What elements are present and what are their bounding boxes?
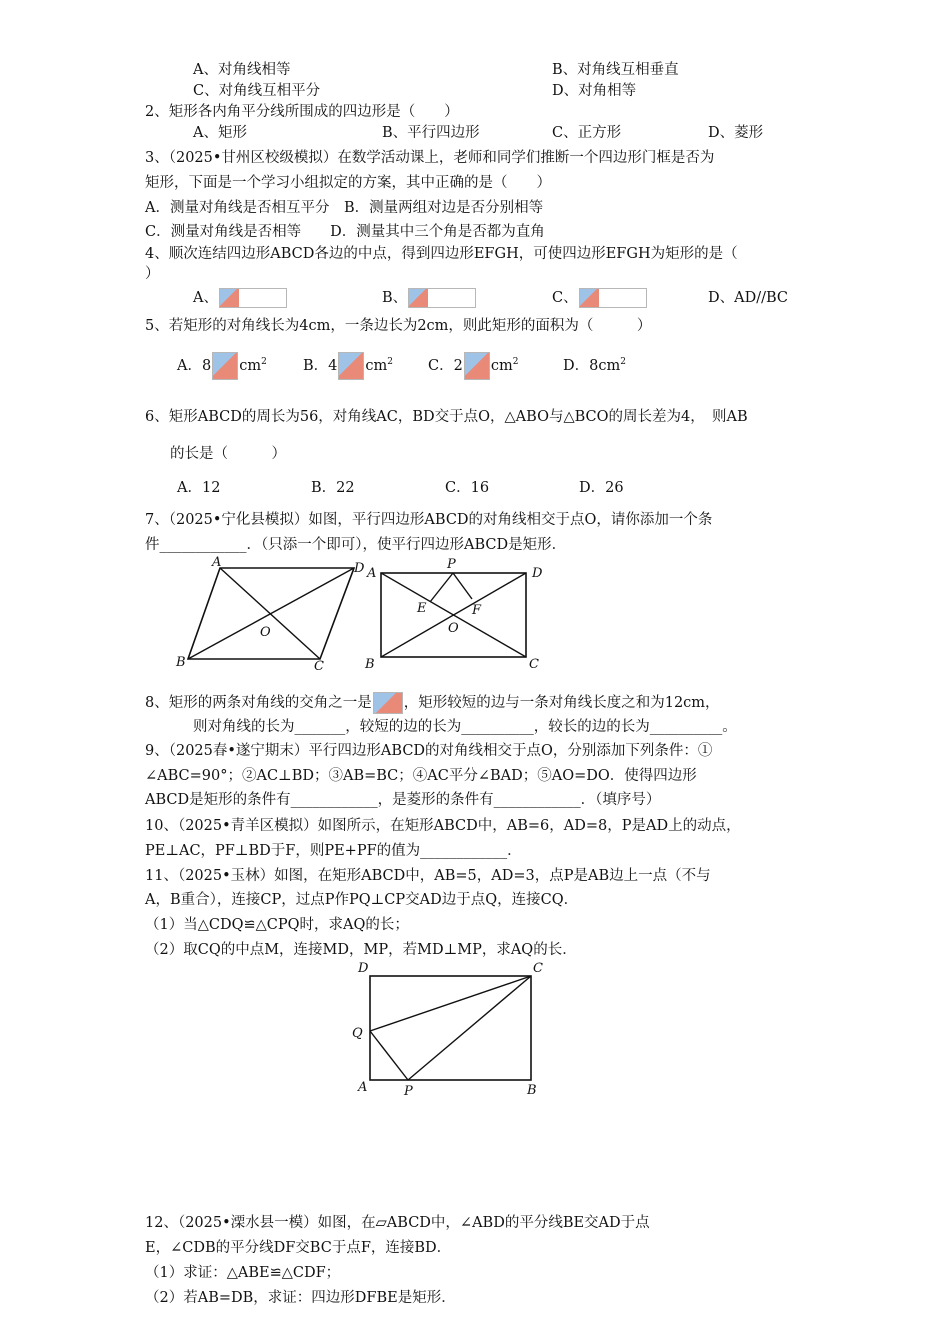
q3-line-2: 矩形，下面是一个学习小组拟定的方案，其中正确的是（ ） <box>145 175 551 191</box>
q2-option-a: A、矩形 <box>193 125 247 141</box>
q7-line-2: 件____________．（只添一个即可），使平行四边形ABCD是矩形． <box>145 537 567 553</box>
vertex-label-a: A <box>358 1080 368 1095</box>
q8-line-2: 则对角线的长为_______，较短的边的长为__________，较长的边的长为__________。 <box>193 719 737 735</box>
vertex-label-c: C <box>314 659 324 672</box>
point-label-e: E <box>417 601 427 616</box>
center-label-o: O <box>260 625 271 640</box>
broken-image-icon <box>408 288 476 308</box>
figure-rectangle-cpq <box>345 958 555 1100</box>
q11-line-1: 11、（2025•玉林）如图，在矩形ABCD中，AB=5，AD=3，点P是AB边上一点（不与 <box>145 868 711 884</box>
q1-option-c: C、对角线互相平分 <box>193 83 321 99</box>
q6-option-d: D．26 <box>579 480 624 496</box>
broken-image-icon <box>338 352 364 380</box>
vertex-label-c: C <box>533 961 543 976</box>
broken-image-icon <box>579 288 647 308</box>
q5-option-c: C．2 $cm^2$ <box>428 352 518 380</box>
q1-option-b: B、对角线互相垂直 <box>552 62 679 78</box>
q9-line-2: ∠ABC=90°；②AC⊥BD；③AB=BC；④AC平分∠BAD；⑤AO=DO．使得四边形 <box>145 768 697 784</box>
vertex-label-b: B <box>176 655 186 670</box>
point-label-p: P <box>447 557 456 572</box>
q1-option-d: D、对角相等 <box>552 83 637 99</box>
q10-line-2: PE⊥AC，PF⊥BD于F，则PE+PF的值为____________． <box>145 843 522 859</box>
q6-option-b: B．22 <box>311 480 355 496</box>
q2-option-d: D、菱形 <box>708 125 764 141</box>
vertex-label-a: A <box>367 566 377 581</box>
q6-option-a: A．12 <box>177 480 221 496</box>
q6-option-c: C．16 <box>445 480 490 496</box>
q2-stem: 2、矩形各内角平分线所围成的四边形是（ ） <box>145 104 459 120</box>
broken-image-icon <box>373 692 403 714</box>
q11-part-1: （1）当△CDQ≌△CPQ时，求AQ的长； <box>145 917 409 933</box>
point-label-q: Q <box>352 1026 363 1041</box>
center-label-o: O <box>448 621 459 636</box>
q12-line-2: E，∠CDB的平分线DF交BC于点F，连接BD． <box>145 1240 452 1256</box>
q6-line-2: 的长是（ ） <box>170 446 286 462</box>
vertex-label-a: A <box>212 556 222 570</box>
vertex-label-d: D <box>354 561 365 576</box>
vertex-label-b: B <box>365 657 375 672</box>
q8-line-1: 8、矩形的两条对角线的交角之一是 ，矩形较短的边与一条对角线长度之和为12cm， <box>145 692 720 714</box>
q12-part-1: （1）求证：△ABE≌△CDF； <box>145 1265 341 1281</box>
vertex-label-c: C <box>529 657 539 672</box>
q9-line-1: 9、（2025春•遂宁期末）平行四边形ABCD的对角线相交于点O，分别添加下列条件：① <box>145 743 713 759</box>
q3-line-1: 3、（2025•甘州区校级模拟）在数学活动课上，老师和同学们推断一个四边形门框是否为 <box>145 150 715 166</box>
q5-option-b: B．4 $cm^2$ <box>303 352 393 380</box>
q1-option-a: A、对角线相等 <box>193 62 291 78</box>
figure-parallelogram <box>172 556 372 672</box>
q2-option-b: B、平行四边形 <box>382 125 480 141</box>
broken-image-icon <box>219 288 287 308</box>
q6-line-1: 6、矩形ABCD的周长为56，对角线AC，BD交于点O，△ABO与△BCO的周长差为4， 则AB <box>145 409 748 425</box>
q3-options-cd: C．测量对角线是否相等 D．测量其中三个角是否都为直角 <box>145 224 545 240</box>
vertex-label-b: B <box>527 1083 537 1098</box>
q4-option-c: C、 <box>552 288 648 308</box>
q12-part-2: （2）若AB=DB，求证：四边形DFBE是矩形． <box>145 1290 456 1306</box>
q5-stem: 5、若矩形的对角线长为4cm，一条边长为2cm，则此矩形的面积为（ ） <box>145 318 652 334</box>
q10-line-1: 10、（2025•青羊区模拟）如图所示，在矩形ABCD中，AB=6，AD=8，P是AD上的动点， <box>145 818 741 834</box>
q12-line-1: 12、（2025•溧水县一模）如图，在▱ABCD中，∠ABD的平分线BE交AD于点 <box>145 1215 650 1231</box>
q5-option-a: A．8 $cm^2$ <box>177 352 267 380</box>
q9-line-3: ABCD是矩形的条件有____________，是菱形的条件有____________．（填序号） <box>145 792 661 808</box>
q4-option-a: A、 <box>193 288 288 308</box>
q4-line-2: ） <box>145 266 160 282</box>
broken-image-icon <box>464 352 490 380</box>
q4-line-1: 4、顺次连结四边形ABCD各边的中点，得到四边形EFGH，可使四边形EFGH为矩形的是（ <box>145 246 738 262</box>
figure-rectangle-pef <box>362 554 552 672</box>
q4-option-b: B、 <box>382 288 477 308</box>
vertex-label-d: D <box>532 566 543 581</box>
q3-options-ab: A．测量对角线是否相互平分 B．测量两组对边是否分别相等 <box>145 200 544 216</box>
broken-image-icon <box>212 352 238 380</box>
q7-line-1: 7、（2025•宁化县模拟）如图，平行四边形ABCD的对角线相交于点O，请你添加一个条 <box>145 512 713 528</box>
q11-part-2: （2）取CQ的中点M，连接MD，MP，若MD⊥MP，求AQ的长． <box>145 942 577 958</box>
vertex-label-d: D <box>358 961 369 976</box>
q11-line-2: A，B重合），连接CP，过点P作PQ⊥CP交AD边于点Q，连接CQ． <box>145 892 579 908</box>
point-label-p: P <box>404 1084 413 1099</box>
q5-option-d: D．$8cm^2$ <box>563 357 626 374</box>
q4-option-d: D、AD//BC <box>708 290 789 306</box>
q2-option-c: C、正方形 <box>552 125 622 141</box>
point-label-f: F <box>472 603 482 618</box>
